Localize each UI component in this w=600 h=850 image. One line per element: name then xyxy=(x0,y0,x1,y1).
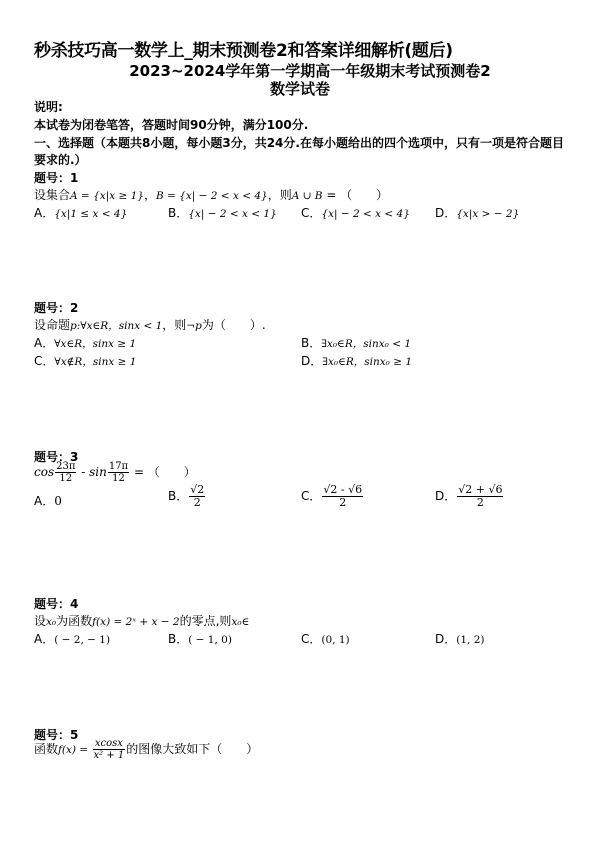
question-4-stem xyxy=(34,612,249,629)
option-letter: D． xyxy=(435,632,457,646)
option-letter: B． xyxy=(168,206,189,220)
question-3-label: 题号：3 xyxy=(34,450,79,464)
question-3-stem xyxy=(34,461,196,484)
q4-option-c xyxy=(301,630,350,647)
option-text: {x| − 2 < x < 1} xyxy=(188,208,277,220)
option-letter: A． xyxy=(34,632,55,646)
question-4-label: 题号：4 xyxy=(34,597,79,611)
option-letter: C． xyxy=(34,354,55,368)
stem-text: ，则 xyxy=(267,188,292,202)
option-text: (0, 1) xyxy=(321,634,350,646)
fraction-xcosx xyxy=(93,738,126,761)
option-text: ( − 1, 0) xyxy=(188,634,232,646)
frac-num: √2 xyxy=(190,483,205,496)
question-5-stem xyxy=(34,738,258,761)
frac-num: √2 - √6 xyxy=(323,483,363,496)
option-letter: A． xyxy=(34,336,55,350)
frac-den: 2 xyxy=(339,496,347,509)
set-b: B = {x| − 2 < x < 4} xyxy=(155,190,268,202)
stem-text: 为函数 xyxy=(56,614,93,628)
option-letter: B． xyxy=(168,489,189,503)
frac-den: 2 xyxy=(476,496,484,509)
stem-text: 设 xyxy=(34,614,47,628)
frac-num: 17π xyxy=(108,461,129,472)
question-2-stem xyxy=(34,316,266,333)
q3-option-d xyxy=(435,484,504,509)
function-expr: f(x) = xyxy=(58,744,92,756)
section-heading-cont: 要求的.） xyxy=(34,153,87,167)
sin-fn: sin xyxy=(89,465,107,479)
fraction-23pi-12 xyxy=(55,461,76,484)
q2-option-c xyxy=(34,352,136,369)
option-letter: C． xyxy=(301,489,322,503)
x0-var: x₀ xyxy=(46,616,57,628)
option-text: (1, 2) xyxy=(456,634,485,646)
frac-den: 12 xyxy=(112,473,125,484)
stem-text: = （ ） xyxy=(322,188,389,202)
question-2-label: 题号：2 xyxy=(34,301,79,315)
stem-text: ，则 xyxy=(162,318,187,332)
set-a: A = {x|x ≥ 1} xyxy=(70,190,144,202)
q1-option-a xyxy=(34,204,127,221)
q2-option-a xyxy=(34,334,136,351)
cos-fn: cos xyxy=(34,465,55,479)
frac-den: x² + 1 xyxy=(93,750,125,761)
q4-option-b xyxy=(168,630,232,647)
x0-in: x₀∈ xyxy=(231,616,250,628)
option-letter: D． xyxy=(301,354,323,368)
option-text: {x| − 2 < x < 4} xyxy=(321,208,410,220)
option-letter: D． xyxy=(435,489,457,503)
option-letter: B． xyxy=(301,336,322,350)
stem-text: 函数 xyxy=(34,742,59,756)
q1-option-b xyxy=(168,204,277,221)
frac-num: xcosx xyxy=(93,738,126,750)
option-letter: D． xyxy=(435,206,457,220)
negation: ¬p xyxy=(186,320,202,332)
frac-num: √2 + √6 xyxy=(458,483,503,496)
question-5-label: 题号：5 xyxy=(34,728,79,742)
option-text: {x|1 ≤ x < 4} xyxy=(54,208,128,220)
q4-option-d xyxy=(435,630,484,647)
option-letter: C． xyxy=(301,206,322,220)
q1-option-c xyxy=(301,204,410,221)
option-text: {x|x > − 2} xyxy=(456,208,520,220)
option-text: ( − 2, − 1) xyxy=(54,634,111,646)
stem-sep: ， xyxy=(143,188,156,202)
q1-option-d xyxy=(435,204,519,221)
q4-option-a xyxy=(34,630,110,647)
frac-num: 23π xyxy=(56,461,76,472)
stem-text: 设命题 xyxy=(34,318,71,332)
instructions-label: 说明: xyxy=(34,100,63,114)
option-text: ∀x∈R，sinx ≥ 1 xyxy=(54,338,137,350)
stem-text: 设集合 xyxy=(34,188,71,202)
document-title: 秒杀技巧高一数学上_期末预测卷2和答案详细解析(题后) xyxy=(34,41,453,61)
q2-option-d xyxy=(301,352,412,369)
q3-option-b xyxy=(168,484,206,509)
option-letter: A． xyxy=(34,494,55,508)
fraction-sqrt2-plus-sqrt6 xyxy=(457,484,503,509)
minus-sign: - xyxy=(77,465,90,479)
question-1-stem xyxy=(34,186,388,203)
stem-text: = （ ） xyxy=(130,465,196,479)
frac-den: 12 xyxy=(59,473,73,484)
union-expr: A ∪ B xyxy=(291,190,323,202)
option-text: ∃x₀∈R，sinx₀ ≥ 1 xyxy=(322,356,413,368)
instructions-text: 本试卷为闭卷笔答，答题时间90分钟，满分100分. xyxy=(34,118,309,132)
fraction-17pi-12 xyxy=(108,461,129,484)
stem-text: 为（ ）. xyxy=(201,318,266,332)
option-letter: C． xyxy=(301,632,322,646)
option-text: ∃x₀∈R，sinx₀ < 1 xyxy=(321,338,412,350)
stem-text: 的图像大致如下（ ） xyxy=(126,742,259,756)
option-text: 0 xyxy=(54,494,62,508)
exam-subtitle: 2023~2024学年第一学期高一年级期末考试预测卷2 xyxy=(129,62,491,80)
frac-den: 2 xyxy=(193,496,201,509)
option-letter: A． xyxy=(34,206,55,220)
option-text: ∀x∉R，sinx ≥ 1 xyxy=(54,356,137,368)
question-1-label: 题号：1 xyxy=(34,171,79,185)
exam-subject: 数学试卷 xyxy=(269,80,330,98)
q3-option-c xyxy=(301,484,364,509)
fraction-sqrt2-minus-sqrt6 xyxy=(322,484,363,509)
function-expr: f(x) = 2ˣ + x − 2 xyxy=(92,616,180,628)
q3-option-a xyxy=(34,492,62,509)
section-heading: 一、选择题（本题共8小题，每小题3分，共24分.在每小题给出的四个选项中，只有一项是符合题目 xyxy=(34,136,564,150)
proposition: p:∀x∈R，sinx < 1 xyxy=(70,320,163,332)
option-letter: B． xyxy=(168,632,189,646)
fraction-sqrt2-2 xyxy=(189,484,205,509)
stem-text: 的零点,则 xyxy=(179,614,232,628)
q2-option-b xyxy=(301,334,411,351)
